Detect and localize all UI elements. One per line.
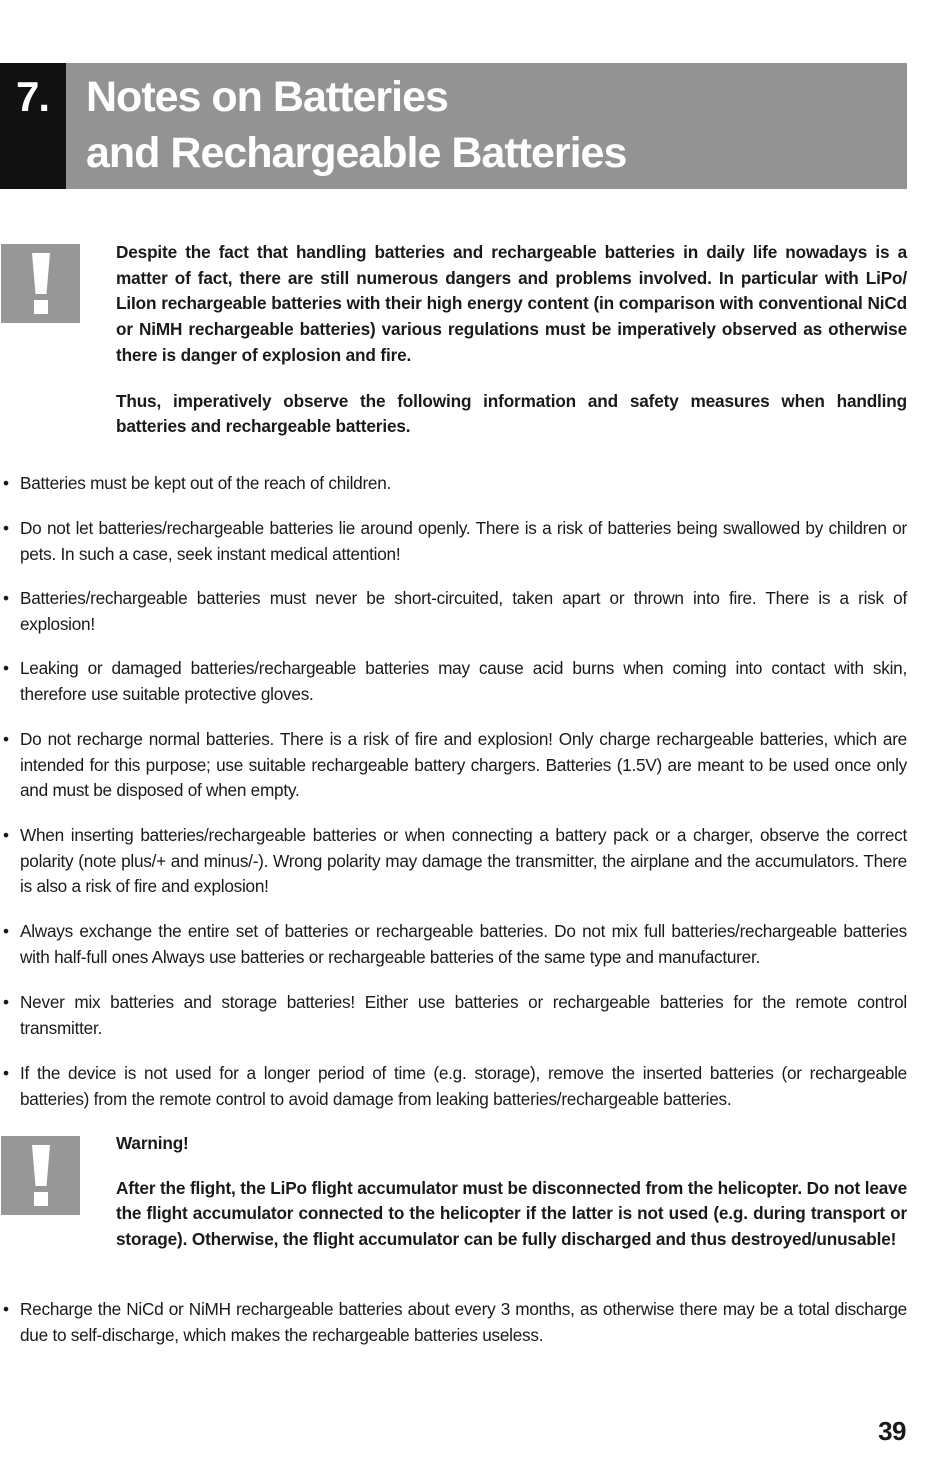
list-item bbox=[0, 516, 907, 567]
warning-body: After the flight, the LiPo flight accumulator must be disconnected from the helicopter. Do not leave the flight accumulator connected to the helicopter if the latter is not used (e.g. during transport or storage). Otherwise, the flight accumulator can be fully discharged and thus destroyed/unusable! bbox=[116, 1177, 907, 1250]
list-item-text: Leaking or damaged batteries/rechargeable batteries may cause acid burns when coming into contact with skin, therefore use suitable protective gloves. bbox=[20, 658, 907, 704]
list-item bbox=[0, 1297, 907, 1348]
chapter-title-line-1: Notes on Batteries bbox=[86, 73, 448, 121]
list-item bbox=[0, 656, 907, 707]
bullet-dot: • bbox=[3, 992, 9, 1012]
bullet-dot: • bbox=[3, 518, 9, 538]
chapter-title-line-2: and Rechargeable Batteries bbox=[86, 129, 627, 177]
page-number: 39 bbox=[878, 1416, 906, 1446]
chapter-title bbox=[66, 63, 907, 189]
chapter-header bbox=[0, 63, 907, 189]
list-item-text: When inserting batteries/rechargeable batteries or when connecting a battery pack or a charger, observe the correct polarity (note plus/+ and minus/-). Wrong polarity may damage the transmitter, the airplane and the accumulators. There is also a risk of fire and explosion! bbox=[20, 825, 907, 897]
bullet-dot: • bbox=[3, 1299, 9, 1319]
list-item-text: Recharge the NiCd or NiMH rechargeable batteries about every 3 months, as otherwise there may be a total discharge due to self-discharge, which makes the rechargeable batteries useless. bbox=[20, 1299, 907, 1345]
list-item bbox=[0, 727, 907, 804]
intro-paragraph: Despite the fact that handling batteries and rechargeable batteries in daily life nowadays is a matter of fact, there are still numerous dangers and problems involved. In particular with LiPo/ LiIon rechargeable batteries with their high energy content (in comparison with conventional NiCd or NiMH rechargeable batteries) various regulations must be imperatively observed as otherwise there is danger of explosion and fire. bbox=[116, 242, 907, 365]
bullet-dot: • bbox=[3, 658, 9, 678]
list-item bbox=[0, 586, 907, 637]
warning-exclamation-icon bbox=[1, 244, 80, 323]
list-item bbox=[0, 990, 907, 1041]
list-item bbox=[0, 471, 907, 497]
list-item-text: Do not let batteries/rechargeable batteries lie around openly. There is a risk of batteries being swallowed by children or pets. In such a case, seek instant medical attention! bbox=[20, 518, 907, 564]
bullet-dot: • bbox=[3, 588, 9, 608]
intro-warning-text bbox=[116, 240, 907, 440]
intro-instruction: Thus, imperatively observe the following information and safety measures when handling batteries and rechargeable batteries. bbox=[116, 390, 907, 437]
bullet-dot: • bbox=[3, 473, 9, 493]
chapter-number: 7. bbox=[0, 63, 66, 189]
flight-warning-text bbox=[116, 1131, 907, 1253]
bullet-dot: • bbox=[3, 1063, 9, 1083]
list-item bbox=[0, 1061, 907, 1112]
list-item-text: If the device is not used for a longer period of time (e.g. storage), remove the inserted batteries (or rechargeable batteries) from the remote control to avoid damage from leaking batteries/rechargeable batteries. bbox=[20, 1063, 907, 1109]
list-item-text: Never mix batteries and storage batteries! Either use batteries or rechargeable batteries for the remote control transmitter. bbox=[20, 992, 907, 1038]
list-item bbox=[0, 823, 907, 900]
warning-exclamation-icon bbox=[1, 1136, 80, 1215]
bullet-dot: • bbox=[3, 825, 9, 845]
list-item-text: Do not recharge normal batteries. There is a risk of fire and explosion! Only charge rechargeable batteries, which are intended for this purpose; use suitable rechargeable battery chargers. Batteries (1.5V) are meant to be used once only and must be disposed of when empty. bbox=[20, 729, 907, 801]
list-item bbox=[0, 919, 907, 970]
bullet-dot: • bbox=[3, 921, 9, 941]
list-item-text: Batteries must be kept out of the reach of children. bbox=[20, 473, 392, 493]
list-item-text: Always exchange the entire set of batteries or rechargeable batteries. Do not mix full batteries/rechargeable batteries with half-full ones Always use batteries or rechargeable batteries of the same type and manufacturer. bbox=[20, 921, 907, 967]
bullet-dot: • bbox=[3, 729, 9, 749]
list-item-text: Batteries/rechargeable batteries must never be short-circuited, taken apart or thrown into fire. There is a risk of explosion! bbox=[20, 588, 907, 634]
warning-heading: Warning! bbox=[116, 1133, 189, 1153]
